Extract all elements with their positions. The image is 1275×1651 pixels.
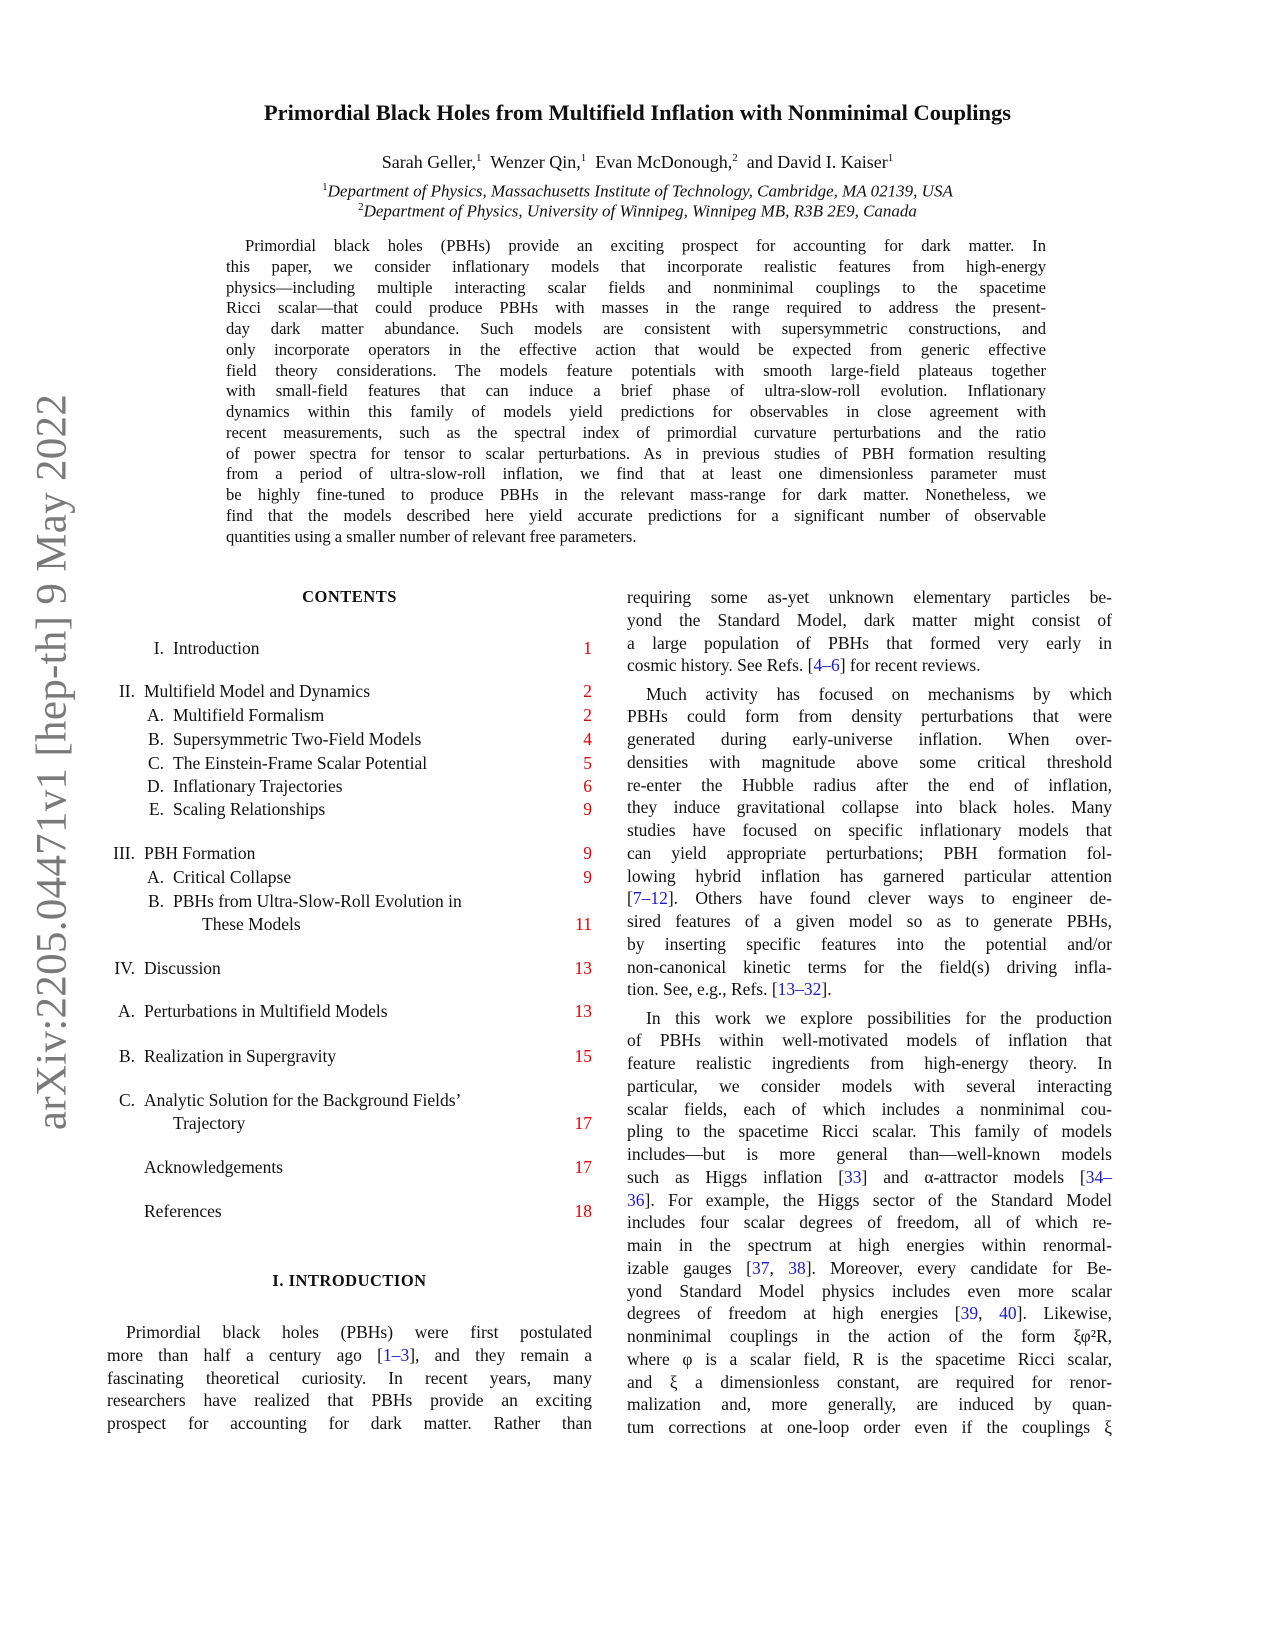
text-line [226, 527, 1046, 548]
toc-label: Realization in Supergravity [144, 1046, 337, 1066]
text-segment: where φ is a scalar field, R is the spacetime Ricci scalar, [627, 1348, 1112, 1369]
text-segment: requiring some as-yet unknown elementary particles be- [627, 587, 1112, 607]
toc-label: References [144, 1201, 222, 1221]
toc-label: Multifield Model and Dynamics [144, 681, 371, 701]
toc-number: IV. [114, 958, 135, 978]
text-segment: lowing hybrid inflation has garnered particular attention [627, 865, 1112, 886]
citation-link[interactable]: 1–3 [382, 1344, 410, 1365]
section-heading-introduction: I. INTRODUCTION [272, 1271, 427, 1290]
text-segment: ]. Moreover, every candidate for Be- [805, 1257, 1112, 1278]
toc-label: Discussion [144, 958, 221, 978]
toc-number: C. [147, 753, 164, 773]
toc-number: II. [118, 681, 135, 701]
toc-label: Scaling Relationships [173, 799, 326, 819]
toc-number: A. [146, 867, 164, 887]
text-segment: yond Standard Model physics includes even more scalar [627, 1280, 1112, 1301]
text-line [226, 298, 1046, 319]
text-segment: physics—including multiple interacting scalar fields and nonminimal couplings to the spacetime [226, 277, 1046, 297]
text-line [627, 842, 1112, 865]
citation-link[interactable]: 4–6 [813, 655, 840, 676]
toc-page-link[interactable]: 17 [574, 1113, 592, 1133]
text-line [627, 1189, 1112, 1212]
text-segment: generated during early-universe inflation. When over- [627, 729, 1112, 749]
text-segment: feature realistic ingredients from high-energy theory. In [627, 1053, 1112, 1073]
text-segment: cosmic history. See Refs. [ [627, 655, 814, 676]
abstract [226, 236, 1046, 547]
text-line [627, 1257, 1112, 1280]
text-segment: [ [627, 888, 633, 909]
text-line [627, 1416, 1112, 1439]
text-line [627, 774, 1112, 797]
text-segment: ]. Others have found clever ways to engineer de- [667, 888, 1112, 909]
text-line [627, 910, 1112, 933]
affiliation-text: Department of Physics, University of Winnipeg, Winnipeg MB, R3B 2E9, Canada [363, 201, 917, 221]
text-line [107, 1412, 592, 1435]
text-segment: a large population of PBHs that formed very early in [627, 632, 1112, 653]
text-segment: dynamics within this family of models yield predictions for observables in close agreement with [226, 402, 1046, 421]
text-segment: Much activity has focused on mechanisms by which [646, 683, 1112, 704]
affiliation-text: Department of Physics, Massachusetts Institute of Technology, Cambridge, MA 02139, USA [327, 181, 953, 201]
text-line [226, 506, 1046, 527]
text-line [226, 257, 1046, 278]
text-line [627, 1166, 1112, 1189]
toc-page-link[interactable]: 13 [574, 1001, 592, 1021]
toc-page-link[interactable]: 13 [574, 958, 592, 978]
toc-label: Acknowledgements [144, 1157, 283, 1177]
text-segment: of power spectra for tensor to scalar perturbations. As in previous studies of PBH formation resulting [226, 443, 1046, 463]
text-segment: ] for recent reviews. [839, 655, 981, 676]
text-line [107, 1321, 592, 1344]
text-segment: nonminimal couplings in the action of the form ξφ²R, [627, 1326, 1112, 1346]
text-segment: can yield appropriate perturbations; PBH formation fol- [627, 842, 1112, 863]
toc-label-continued: These Models [202, 914, 301, 934]
arxiv-identifier: arXiv:2205.04471v1 [hep-th] 9 May 2022 [28, 393, 76, 1131]
toc-label: Multifield Formalism [173, 705, 325, 725]
text-line [226, 485, 1046, 506]
text-segment: and ξ a dimensionless constant, are required for renor- [627, 1371, 1112, 1392]
text-line [627, 865, 1112, 888]
toc-page-link[interactable]: 5 [583, 753, 592, 773]
toc-page-link[interactable]: 4 [583, 729, 592, 749]
text-line [627, 1098, 1112, 1121]
text-line [627, 819, 1112, 842]
text-segment: ]. [821, 979, 832, 1000]
author [382, 152, 482, 172]
text-segment: fascinating theoretical curiosity. In recent years, many [107, 1367, 592, 1388]
citation-link[interactable]: 33 [844, 1166, 862, 1187]
text-segment: Primordial black holes (PBHs) were first postulated [126, 1322, 592, 1342]
text-segment: sired features of a given model so as to generate PBHs, [627, 911, 1112, 931]
text-segment: Primordial black holes (PBHs) provide an exciting prospect for accounting for dark matter. In [245, 236, 1046, 255]
toc-label-continued: Trajectory [173, 1113, 246, 1133]
text-segment: PBHs could form from density perturbations that were [627, 706, 1112, 727]
text-segment: ]. Likewise, [1016, 1303, 1113, 1324]
toc-label: Introduction [173, 638, 260, 658]
text-segment: particular, we consider models with several interacting [627, 1075, 1112, 1096]
toc-number: C. [118, 1090, 135, 1110]
author-name: Evan McDonough, [595, 152, 733, 172]
text-line [627, 1007, 1112, 1030]
toc-number: B. [147, 891, 164, 911]
text-segment: by inserting specific features into the potential and/or [627, 933, 1112, 954]
citation-link[interactable]: 38 [788, 1257, 806, 1278]
text-line [627, 933, 1112, 956]
text-line [627, 705, 1112, 728]
text-line [627, 1234, 1112, 1257]
toc-page-link[interactable]: 18 [574, 1201, 592, 1221]
introduction-text [107, 1321, 592, 1435]
affiliation-mark: 1 [887, 152, 894, 164]
text-line [627, 1302, 1112, 1325]
affiliation-number: 2 [358, 201, 364, 213]
text-segment: degrees of freedom at high energies [ [627, 1303, 961, 1324]
toc-number: III. [113, 843, 135, 863]
text-line [226, 278, 1046, 299]
text-line [627, 1052, 1112, 1075]
citation-link[interactable]: 34– [1085, 1166, 1113, 1187]
toc-number: B. [118, 1046, 135, 1066]
text-segment: , [769, 1257, 789, 1278]
toc-page-link[interactable]: 1 [583, 638, 592, 658]
text-segment: such as Higgs inflation [ [627, 1166, 845, 1187]
text-segment: scalar fields, each of which includes a nonminimal cou- [627, 1098, 1112, 1119]
affiliation [0, 201, 1275, 222]
toc-label: PBH Formation [144, 843, 256, 863]
author [747, 152, 893, 172]
citation-link[interactable]: 7–12 [632, 888, 668, 909]
toc-page-link[interactable]: 6 [583, 776, 592, 796]
text-line [627, 632, 1112, 655]
text-line [107, 1344, 592, 1367]
text-line [226, 423, 1046, 444]
text-segment: they induce gravitational collapse into black holes. Many [627, 797, 1112, 818]
toc-page-link[interactable]: 2 [583, 705, 592, 725]
text-segment: densities with magnitude above some critical threshold [627, 751, 1112, 772]
text-segment: quantities using a smaller number of relevant free parameters. [226, 526, 637, 546]
text-line [627, 956, 1112, 979]
text-line [627, 654, 1112, 677]
text-segment: tion. See, e.g., Refs. [ [627, 979, 778, 1000]
text-line [107, 1389, 592, 1412]
author-name: Wenzer Qin, [490, 152, 581, 172]
toc-number: B. [147, 729, 164, 749]
text-segment: main in the spectrum at high energies within renormal- [627, 1235, 1112, 1255]
text-line [627, 1029, 1112, 1052]
text-segment: includes four scalar degrees of freedom, all of which re- [627, 1212, 1112, 1233]
affiliation-mark: 1 [580, 152, 587, 164]
toc-label: The Einstein-Frame Scalar Potential [173, 753, 428, 773]
text-line [627, 1348, 1112, 1371]
toc-number: A. [146, 705, 164, 725]
text-line [226, 402, 1046, 423]
contents-heading: CONTENTS [302, 587, 397, 606]
author [490, 152, 586, 172]
toc-page-link[interactable]: 9 [583, 843, 592, 863]
text-segment: Ricci scalar—that could produce PBHs with masses in the range required to address the present- [226, 298, 1046, 318]
affiliation [0, 181, 1275, 202]
paper-title: Primordial Black Holes from Multifield Inflation with Nonminimal Couplings [263, 100, 1012, 125]
toc-label: Inflationary Trajectories [173, 776, 343, 796]
text-line [627, 728, 1112, 751]
text-segment: ]. For example, the Higgs sector of the Standard Model [644, 1189, 1112, 1210]
text-line [627, 1143, 1112, 1166]
paragraph [627, 586, 1112, 677]
right-column-text [627, 586, 1112, 1444]
text-segment: ] and α-attractor models [ [861, 1166, 1086, 1187]
text-segment: includes—but is more general than—well-known models [627, 1144, 1112, 1164]
citation-link[interactable]: 40 [999, 1303, 1017, 1324]
author-name: and David I. Kaiser [746, 152, 888, 172]
affiliation-mark: 1 [476, 152, 482, 164]
citation-link[interactable]: 36 [627, 1189, 645, 1210]
paragraph [627, 683, 1112, 1002]
text-segment: , [978, 1303, 1000, 1324]
toc-label: Supersymmetric Two-Field Models [173, 729, 422, 749]
paragraph [627, 1007, 1112, 1439]
text-line [627, 1393, 1112, 1416]
text-line [627, 887, 1112, 910]
text-line [226, 319, 1046, 340]
text-line [226, 236, 1046, 257]
toc-page-link[interactable]: 9 [583, 867, 592, 887]
text-line [627, 1120, 1112, 1143]
text-segment: izable gauges [ [627, 1257, 752, 1278]
text-segment: In this work we explore possibilities for the production [646, 1007, 1112, 1028]
text-line [226, 340, 1046, 361]
toc-label: Perturbations in Multifield Models [144, 1001, 388, 1021]
text-line [627, 1280, 1112, 1303]
text-segment: malization and, more generally, are induced by quan- [627, 1394, 1112, 1415]
text-segment: only incorporate operators in the effective action that would be expected from generic effective [226, 339, 1046, 359]
toc-page-link[interactable]: 2 [583, 681, 592, 701]
citation-link[interactable]: 13–32 [777, 979, 822, 1000]
text-segment: from a period of ultra-slow-roll inflation, we find that at least one dimensionless parameter must [226, 464, 1046, 484]
author [595, 152, 737, 172]
toc-label: Critical Collapse [173, 867, 292, 887]
text-line [107, 1367, 592, 1390]
author-name: Sarah Geller, [381, 152, 477, 172]
citation-link[interactable]: 39 [960, 1303, 979, 1324]
toc-number: I. [153, 638, 164, 658]
text-segment: be highly fine-tuned to produce PBHs in the relevant mass-range for dark matter. Nonetheless, we [226, 485, 1046, 504]
toc-page-link[interactable]: 9 [583, 799, 592, 819]
author-list [0, 152, 1275, 173]
text-line [226, 444, 1046, 465]
citation-link[interactable]: 37 [751, 1257, 770, 1278]
text-line [627, 978, 1112, 1001]
toc-page-link[interactable]: 15 [574, 1046, 592, 1066]
text-line [226, 361, 1046, 382]
text-segment: find that the models described here yield accurate predictions for a significant number of observable [226, 505, 1046, 525]
text-line [627, 1211, 1112, 1234]
text-segment: field theory considerations. The models feature potentials with smooth large-field plateaus together [226, 360, 1046, 380]
text-segment: studies have focused on specific inflationary models that [627, 820, 1112, 840]
text-segment: yond the Standard Model, dark matter might consist of [627, 609, 1112, 630]
affiliation-number: 1 [322, 181, 328, 193]
toc-label: Analytic Solution for the Background Fields’ [144, 1090, 462, 1110]
toc-number: E. [148, 799, 164, 819]
toc-page-link[interactable]: 17 [574, 1157, 592, 1177]
text-line [627, 683, 1112, 706]
toc-label: PBHs from Ultra-Slow-Roll Evolution in [173, 891, 462, 911]
text-line [226, 464, 1046, 485]
toc-number: A. [117, 1001, 135, 1021]
text-segment: of PBHs within well-motivated models of inflation that [627, 1030, 1112, 1051]
toc-page-link[interactable]: 11 [575, 914, 592, 934]
text-segment: recent measurements, such as the spectral index of primordial curvature perturbations and the ratio [226, 422, 1046, 442]
text-segment: tum corrections at one-loop order even if the couplings ξ [627, 1417, 1112, 1437]
text-segment: more than half a century ago [ [107, 1344, 383, 1365]
text-line [627, 586, 1112, 609]
affiliation-mark: 2 [732, 152, 738, 164]
toc-number: D. [146, 776, 164, 796]
text-line [226, 381, 1046, 402]
text-line [627, 1325, 1112, 1348]
text-segment: researchers have realized that PBHs provide an exciting [107, 1390, 592, 1411]
text-line [627, 1371, 1112, 1394]
text-segment: re-enter the Hubble radius after the end of inflation, [627, 774, 1112, 795]
text-segment: this paper, we consider inflationary models that incorporate realistic features from high-energy [226, 256, 1046, 276]
text-line [627, 751, 1112, 774]
text-segment: prospect for accounting for dark matter. Rather than [107, 1413, 592, 1433]
text-line [627, 1075, 1112, 1098]
text-segment: with small-field features that can induce a brief phase of ultra-slow-roll evolution. Inflationary [226, 381, 1046, 401]
text-line [627, 609, 1112, 632]
text-segment: non-canonical kinetic terms for the field(s) driving infla- [627, 956, 1112, 977]
text-segment: pling to the spacetime Ricci scalar. This family of models [627, 1121, 1112, 1142]
text-segment: day dark matter abundance. Such models are consistent with supersymmetric constructions, and [226, 319, 1046, 338]
text-segment: ], and they remain a [409, 1344, 593, 1365]
text-line [627, 796, 1112, 819]
